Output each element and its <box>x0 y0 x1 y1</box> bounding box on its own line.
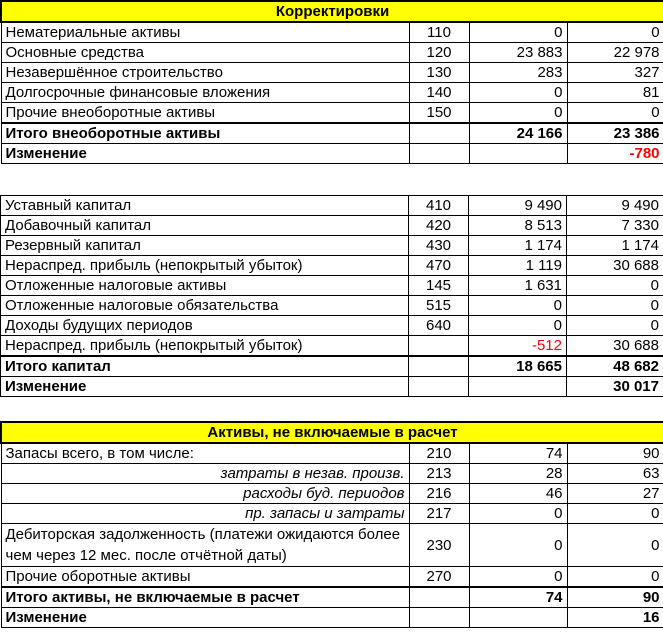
table-row: Запасы всего, в том числе: 210 74 90 <box>1 443 663 464</box>
table-row: Нераспред. прибыль (непокрытый убыток) 470 1 119 30 688 <box>1 256 663 276</box>
table-row: расходы буд. периодов 216 46 27 <box>1 484 663 504</box>
section-title: Активы, не включаемые в расчет <box>1 422 663 443</box>
section-title: Корректировки <box>1 1 663 22</box>
table-row: Добавочный капитал 420 8 513 7 330 <box>1 216 663 236</box>
table-row: затраты в незав. произв. 213 28 63 <box>1 464 663 484</box>
table-row: Основные средства 120 23 883 22 978 <box>1 43 663 63</box>
table-row: Уставный капитал 410 9 490 9 490 <box>1 196 663 216</box>
table-row: Долгосрочные финансовые вложения 140 0 81 <box>1 83 663 103</box>
excluded-assets-table <box>0 421 663 628</box>
table-row: Доходы будущих периодов 640 0 0 <box>1 316 663 336</box>
change-row: Изменение -780 <box>1 144 663 164</box>
table-row: Дебиторская задолженность (платежи ожидаются более чем через 12 мес. после отчётной даты) 230 0 0 <box>1 524 663 567</box>
table-row: Нематериальные активы 110 0 0 <box>1 22 663 43</box>
table-row: Резервный капитал 430 1 174 1 174 <box>1 236 663 256</box>
total-row: Итого активы, не включаемые в расчет 74 90 <box>1 587 663 608</box>
table-row: Нераспред. прибыль (непокрытый убыток) -512 30 688 <box>1 336 663 357</box>
table-row: Незавершённое строительство 130 283 327 <box>1 63 663 83</box>
table-row: пр. запасы и затраты 217 0 0 <box>1 504 663 524</box>
change-row: Изменение 30 017 <box>1 377 663 397</box>
total-row: Итого капитал 18 665 48 682 <box>1 356 663 377</box>
table-row: Отложенные налоговые активы 145 1 631 0 <box>1 276 663 296</box>
table-row: Отложенные налоговые обязательства 515 0 0 <box>1 296 663 316</box>
total-row: Итого внеоборотные активы 24 166 23 386 <box>1 123 663 144</box>
change-row: Изменение 16 <box>1 608 663 628</box>
capital-table <box>0 195 663 397</box>
table-row: Прочие внеоборотные активы 150 0 0 <box>1 103 663 124</box>
adjustments-table <box>0 0 663 164</box>
table-row: Прочие оборотные активы 270 0 0 <box>1 567 663 588</box>
